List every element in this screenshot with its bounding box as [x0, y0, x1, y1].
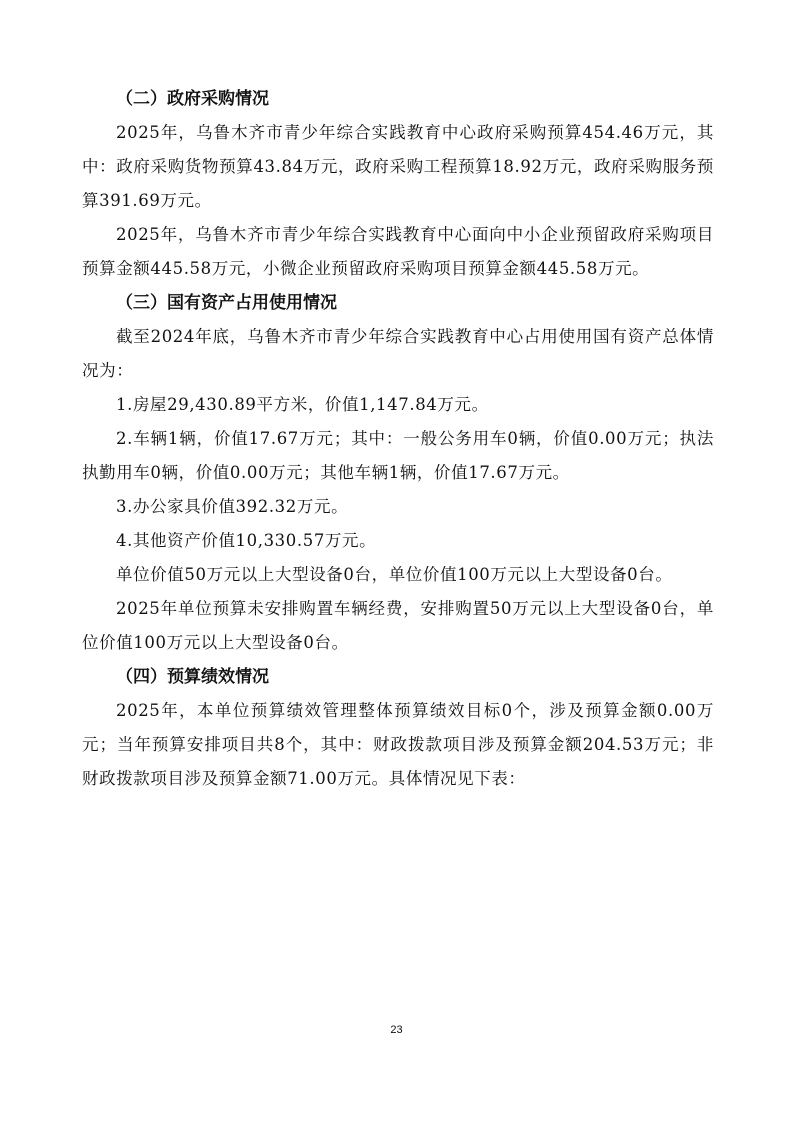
paragraph: 2025年，本单位预算绩效管理整体预算绩效目标0个，涉及预算金额0.00万元；当年预算安排项目共8个，其中：财政拨款项目涉及预算金额204.53万元；非财政拨款项目涉及预算金额71.00万元。具体情况见下表：	[82, 701, 714, 788]
paragraph: 2025年单位预算未安排购置车辆经费，安排购置50万元以上大型设备0台，单位价值100万元以上大型设备0台。	[82, 599, 714, 652]
section-heading-government-procurement: （二）政府采购情况	[116, 89, 269, 109]
paragraph: 2025年，乌鲁木齐市青少年综合实践教育中心面向中小企业预留政府采购项目预算金额445.58万元，小微企业预留政府采购项目预算金额445.58万元。	[82, 225, 714, 278]
section-heading-budget-performance: （四）预算绩效情况	[116, 667, 269, 687]
paragraph: 单位价值50万元以上大型设备0台，单位价值100万元以上大型设备0台。	[116, 565, 673, 584]
section-heading-state-assets: （三）国有资产占用使用情况	[116, 293, 337, 313]
document-body	[82, 82, 714, 796]
paragraph: 1.房屋29,430.89平方米，价值1,147.84万元。	[116, 395, 489, 414]
paragraph: 2025年，乌鲁木齐市青少年综合实践教育中心政府采购预算454.46万元，其中：政府采购货物预算43.84万元，政府采购工程预算18.92万元，政府采购服务预算391.69万元。	[82, 123, 714, 210]
paragraph: 4.其他资产价值10,330.57万元。	[116, 531, 377, 550]
page-number: 23	[390, 1024, 403, 1036]
paragraph: 2.车辆1辆，价值17.67万元；其中：一般公务用车0辆，价值0.00万元；执法执勤用车0辆，价值0.00万元；其他车辆1辆，价值17.67万元。	[82, 429, 714, 482]
paragraph: 截至2024年底，乌鲁木齐市青少年综合实践教育中心占用使用国有资产总体情况为：	[82, 327, 714, 380]
paragraph: 3.办公家具价值392.32万元。	[116, 497, 349, 516]
